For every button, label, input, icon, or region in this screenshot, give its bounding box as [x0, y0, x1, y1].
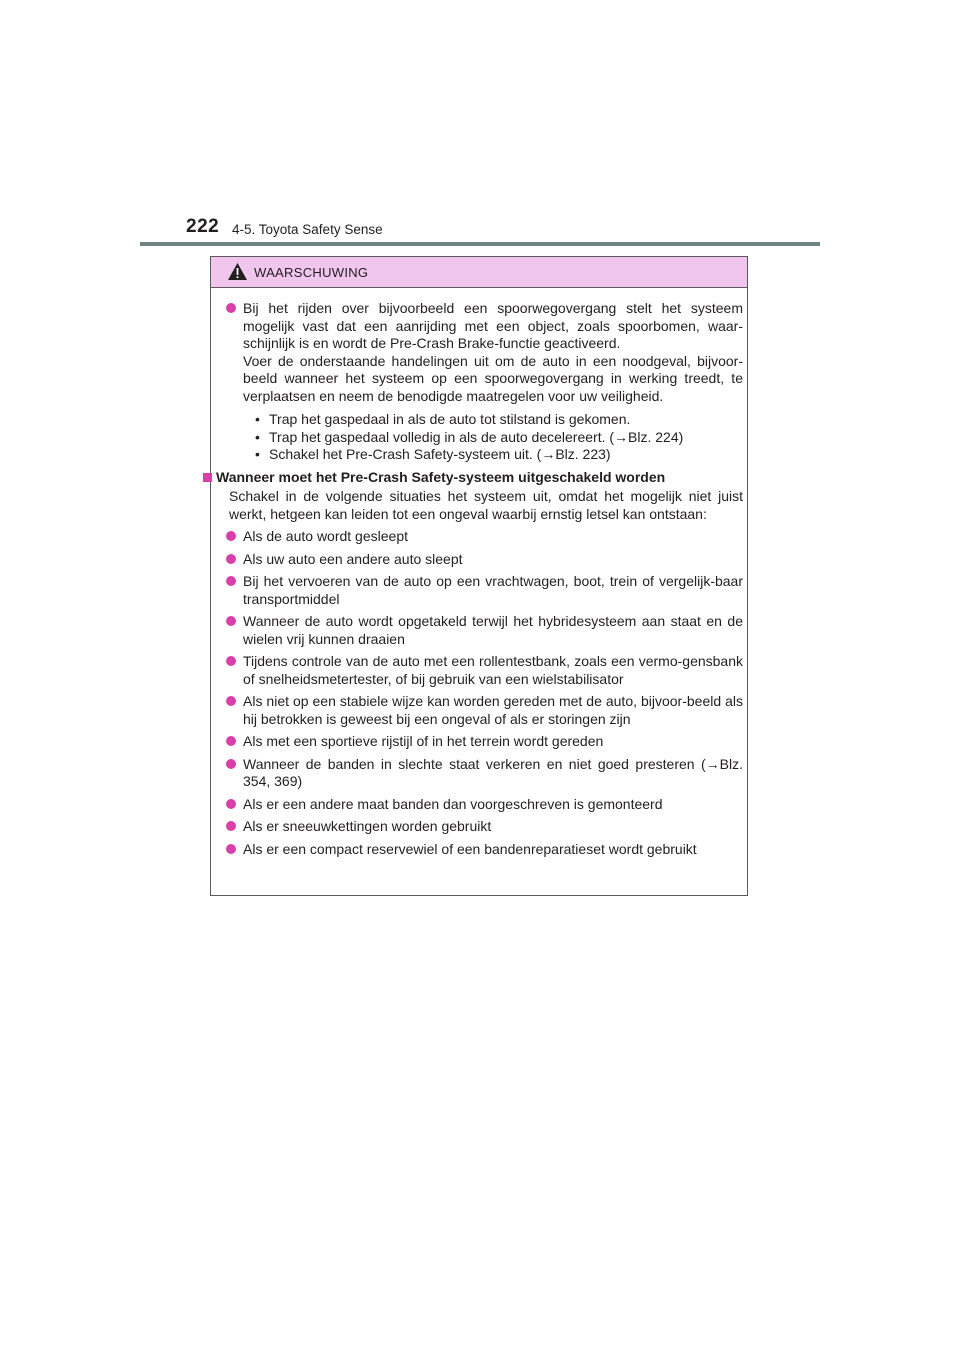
condition-item: Als er sneeuwkettingen worden gebruikt — [211, 818, 743, 836]
condition-item: Als uw auto een andere auto sleept — [211, 551, 743, 569]
warning-box — [210, 256, 748, 896]
page-number: 222 — [186, 216, 220, 237]
condition-item: Wanneer de banden in slechte staat verkeren en niet goed presteren (→Blz. 354, 369) — [211, 756, 743, 791]
square-bullet-icon — [203, 473, 212, 482]
warning-label: WAARSCHUWING — [254, 265, 369, 280]
bullet-dot-icon — [226, 656, 236, 666]
condition-item: Als niet op een stabiele wijze kan worden gereden met de auto, bijvoor-beeld als hij betrokken is geweest bij een ongeval of als er storingen zijn — [211, 693, 743, 728]
subheading — [200, 469, 743, 487]
warning-body — [211, 288, 747, 858]
header-rule — [140, 242, 820, 246]
bullet-dot-icon — [226, 696, 236, 706]
bullet-dot-icon — [226, 531, 236, 541]
warning-item-text: Bij het rijden over bijvoorbeeld een spoorwegovergang stelt het systeem mogelijk vast dat een aanrijding met een object, zoals spoorbomen, waar-schijnlijk is en wordt de Pre-Crash Brake-functie geactiveerd. — [243, 300, 743, 351]
condition-item: Als met een sportieve rijstijl of in het terrein wordt gereden — [211, 733, 743, 751]
subheading-text: Wanneer moet het Pre-Crash Safety-systeem uitgeschakeld worden — [216, 468, 666, 485]
condition-item: Als de auto wordt gesleept — [211, 528, 743, 546]
bullet-dot-icon — [226, 799, 236, 809]
condition-item: Als er een andere maat banden dan voorgeschreven is gemonteerd — [211, 796, 743, 814]
action-item: • Schakel het Pre-Crash Safety-systeem uit. (→Blz. 223) — [255, 446, 611, 462]
intro-paragraph: Schakel in de volgende situaties het systeem uit, omdat het mogelijk niet juist werkt, hetgeen kan leiden tot een ongeval waarbij ernstig letsel kan ontstaan: — [229, 488, 743, 522]
section-title: 4-5. Toyota Safety Sense — [232, 222, 383, 237]
warning-triangle-icon — [227, 262, 248, 281]
action-item: • Trap het gaspedaal in als de auto tot stilstand is gekomen. — [255, 411, 631, 427]
action-list — [243, 411, 743, 464]
action-item: • Trap het gaspedaal volledig in als de auto decelereert. (→Blz. 224) — [255, 428, 684, 445]
bullet-dot-icon — [226, 736, 236, 746]
condition-item: Als er een compact reservewiel of een bandenreparatieset wordt gebruikt — [211, 841, 743, 859]
bullet-dot-icon — [226, 616, 236, 626]
condition-item: Wanneer de auto wordt opgetakeld terwijl het hybridesysteem aan staat en de wielen vrij kunnen draaien — [211, 613, 743, 648]
bullet-dot-icon — [226, 821, 236, 831]
condition-item: Tijdens controle van de auto met een rollentestbank, zoals een vermo-gensbank of snelheidsmetertester, of bij gebruik van een wielstabilisator — [211, 653, 743, 688]
warning-item — [211, 300, 743, 464]
warning-header — [211, 257, 747, 288]
condition-item: Bij het vervoeren van de auto op een vrachtwagen, boot, trein of vergelijk-baar transportmiddel — [211, 573, 743, 608]
bullet-dot-icon — [226, 303, 236, 313]
warning-item-text-2: Voer de onderstaande handelingen uit om de auto in een noodgeval, bijvoor-beeld wanneer het systeem op een spoorwegovergang in werking treedt, te verplaatsen en neem de benodigde maatregelen voor uw veiligheid. — [243, 352, 743, 404]
bullet-dot-icon — [226, 576, 236, 586]
bullet-dot-icon — [226, 554, 236, 564]
bullet-dot-icon — [226, 844, 236, 854]
bullet-dot-icon — [226, 759, 236, 769]
